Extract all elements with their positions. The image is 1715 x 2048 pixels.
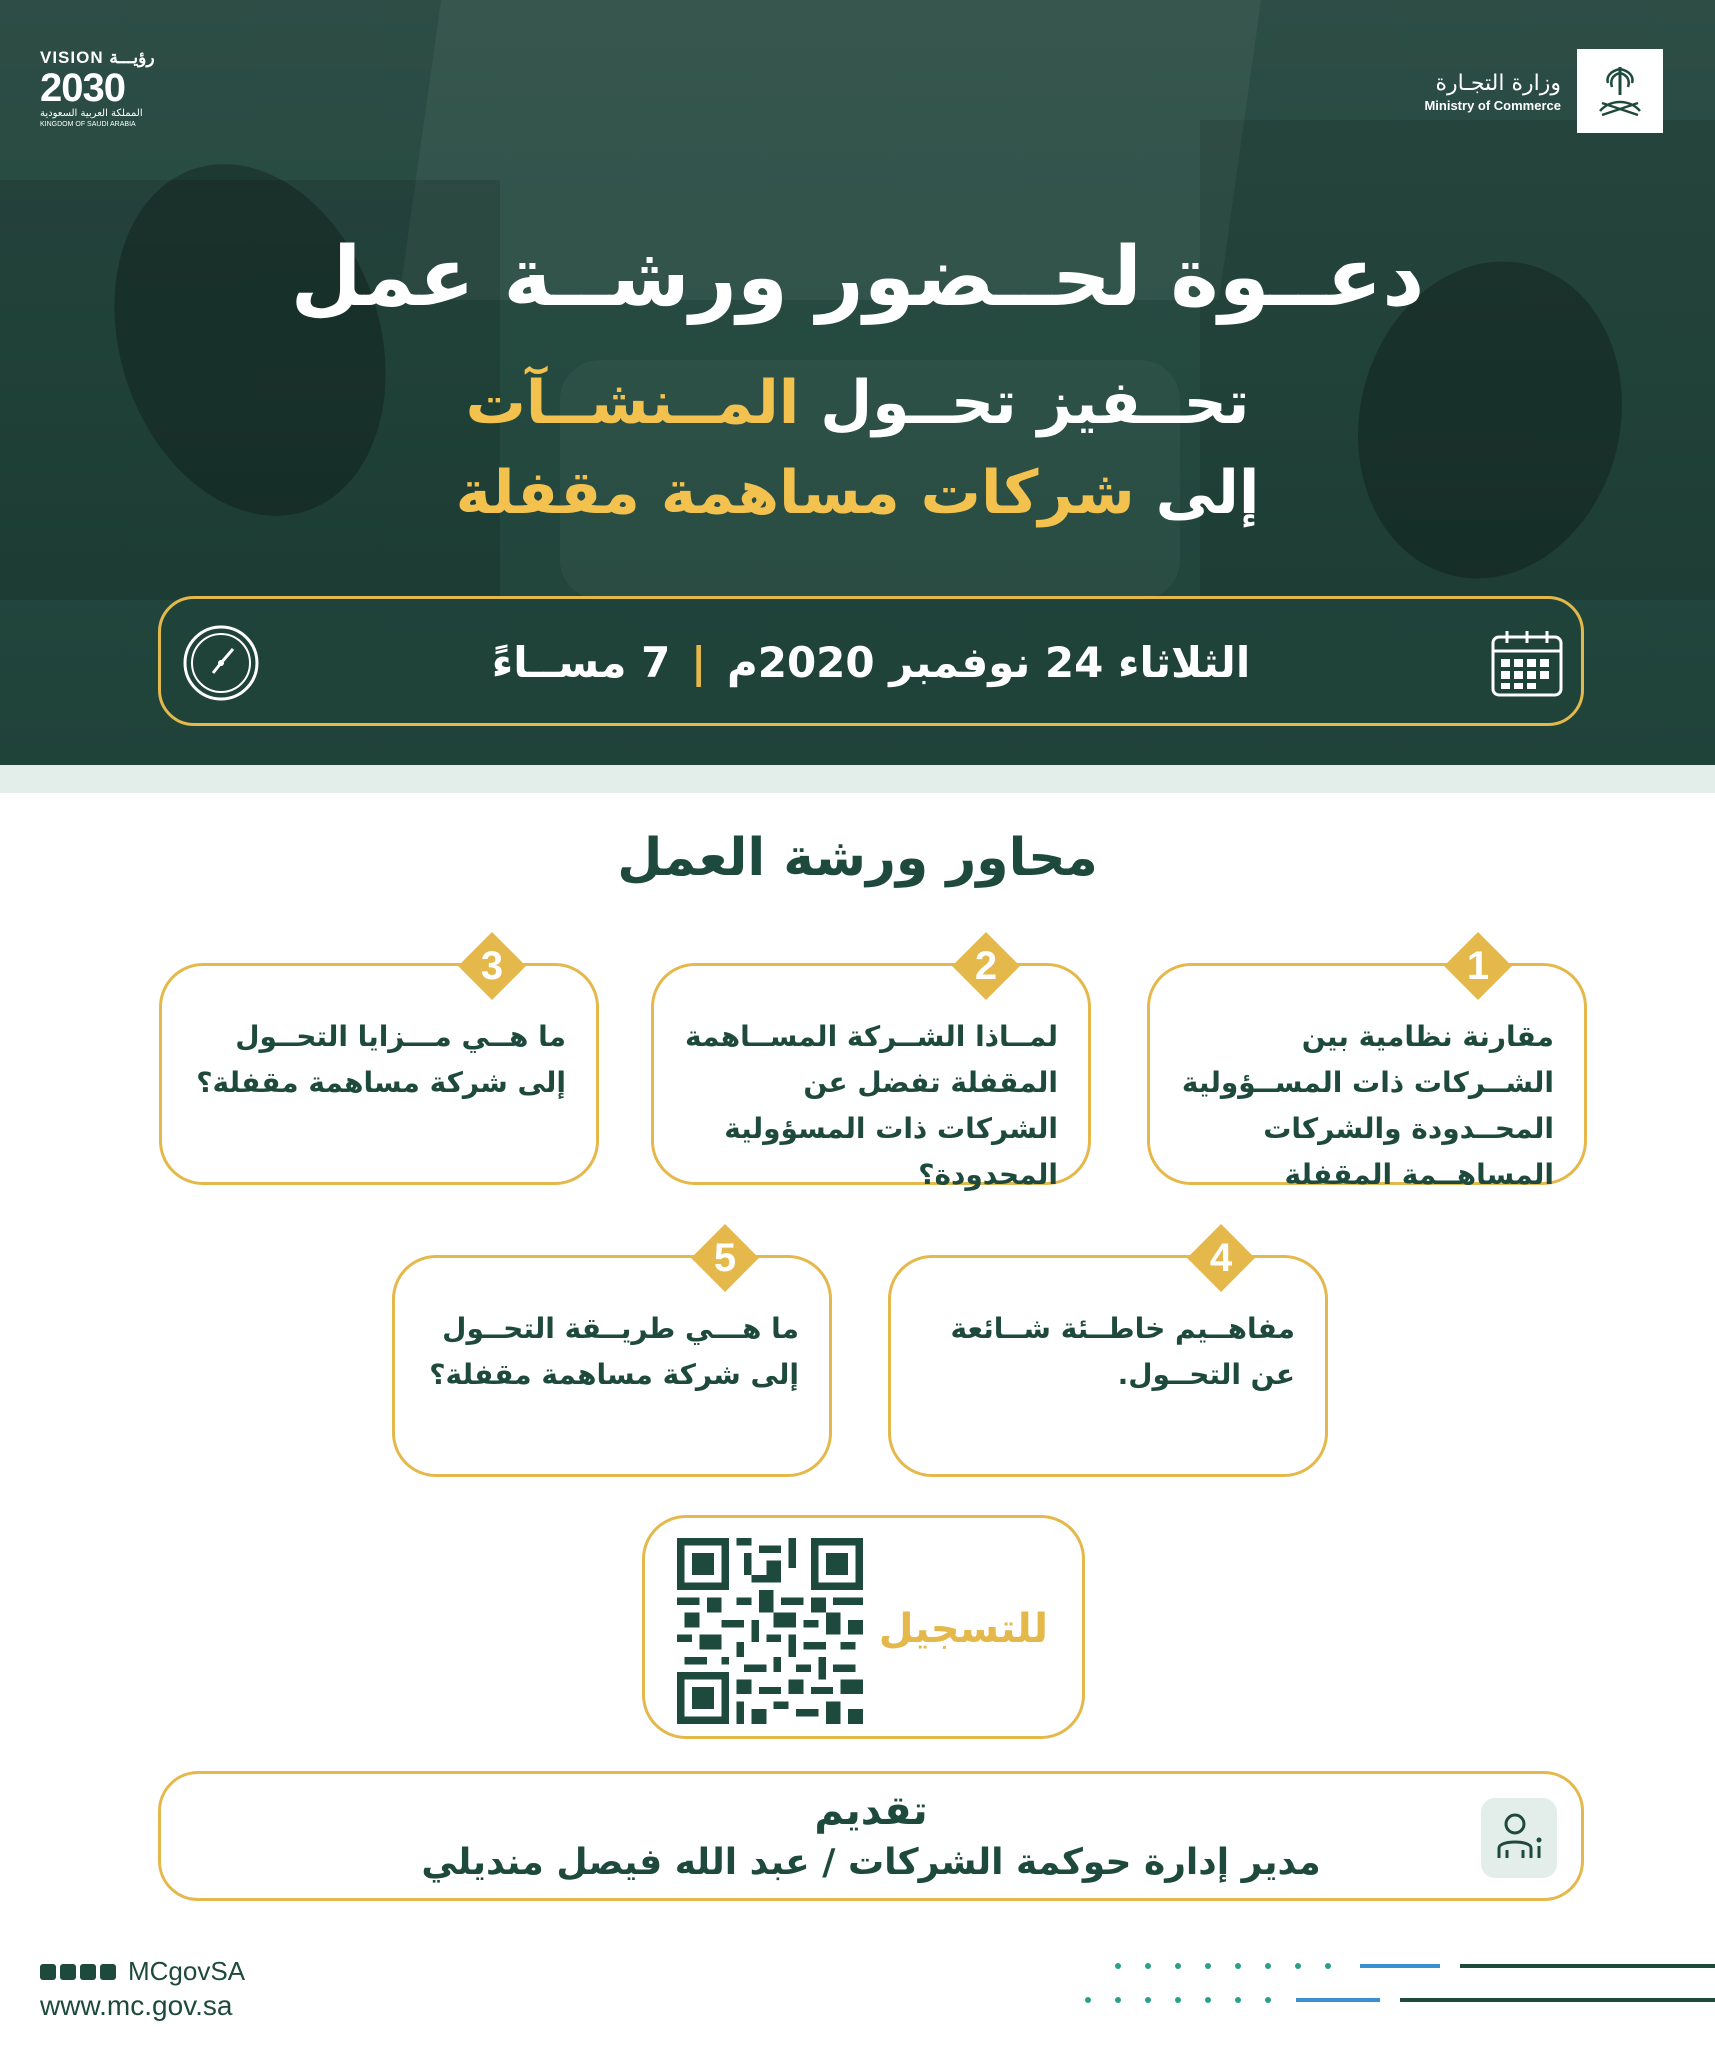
axis-card-3 [159, 944, 599, 1185]
ministry-name-ar: وزارة التجـارة [1435, 70, 1561, 96]
subtitle-line-1 [0, 365, 1715, 441]
axis-text: لمــاذا الشــركة المســاهمة المقفلة تفضل عن الشركات ذات المسؤولية المحدودة؟ [684, 1020, 1058, 1191]
qr-code-icon[interactable] [677, 1538, 863, 1724]
calendar-icon [1489, 627, 1565, 699]
twitter-icon[interactable] [40, 1964, 56, 1980]
presenter-name: مدير إدارة حوكمة الشركات / عبد الله فيصل منديلي [421, 1842, 1321, 1883]
subtitle-highlight: شركات مساهمة مقفلة [455, 458, 1135, 528]
event-date: الثلاثاء 24 نوفمبر 2020م [726, 638, 1251, 687]
ministry-logo [1424, 46, 1663, 136]
facebook-icon[interactable] [60, 1964, 76, 1980]
page-title: دعــوة لحــضور ورشــة عمل [290, 230, 1425, 325]
person-icon [1481, 1798, 1557, 1878]
axis-text: مقارنة نظامية بين الشــركات ذات المســؤولية المحــدودة والشركات المساهــمة المقفلة [1181, 1020, 1554, 1191]
registration-box[interactable] [642, 1515, 1085, 1739]
axis-number-badge: 5 [691, 1224, 759, 1292]
date-time-text [161, 633, 1581, 693]
ministry-name-en: Ministry of Commerce [1424, 97, 1561, 113]
website-link[interactable]: www.mc.gov.sa [40, 1990, 233, 2021]
subtitle-text: تحــفيز تحــول [799, 368, 1250, 438]
axis-card-4 [888, 1236, 1328, 1477]
subtitle-text: إلى [1134, 458, 1260, 528]
footer-decoration [1070, 1956, 1715, 2016]
saudi-emblem-icon [1577, 49, 1663, 133]
social-links [40, 1956, 245, 1987]
axes-title: محاور ورشة العمل [617, 828, 1098, 888]
youtube-icon[interactable] [100, 1964, 116, 1980]
social-handle[interactable]: MCgovSA [128, 1956, 246, 1986]
hero-banner [0, 0, 1715, 765]
vision-country-en: KINGDOM OF SAUDI ARABIA [40, 121, 136, 128]
instagram-icon[interactable] [80, 1964, 96, 1980]
date-separator: | [690, 638, 707, 687]
vision-2030-logo [40, 48, 190, 138]
vision-year: 2030 [40, 66, 125, 110]
subtitle-line-2 [0, 455, 1715, 531]
register-label[interactable]: للتسجيل [878, 1606, 1048, 1652]
axis-number-badge: 3 [458, 932, 526, 1000]
axis-card-2 [651, 944, 1091, 1191]
axis-text: ما هـــي طريــقة التحــول إلى شركة مساهمة مقفلة؟ [429, 1312, 799, 1391]
divider-strip [0, 765, 1715, 793]
presenter-box [158, 1771, 1584, 1901]
axis-number-badge: 4 [1187, 1224, 1255, 1292]
axis-text: مفاهــيم خاطــئة شــائعة عن التحــول. [950, 1312, 1295, 1391]
axis-text: ما هــي مـــزايا التحــول إلى شركة مساهمة مقفلة؟ [196, 1020, 566, 1099]
date-time-bar [158, 596, 1584, 726]
axis-number-badge: 1 [1444, 932, 1512, 1000]
presenter-label: تقديم [814, 1788, 928, 1834]
vision-label: VISION رؤيـــة [40, 48, 155, 67]
axis-number-badge: 2 [952, 932, 1020, 1000]
axis-card-1 [1147, 944, 1587, 1191]
vision-country-ar: المملكة العربية السعودية [40, 108, 143, 119]
event-time: 7 مســاءً [491, 638, 671, 687]
subtitle-highlight: المــنشــآت [465, 368, 800, 438]
axis-card-5 [392, 1236, 832, 1477]
